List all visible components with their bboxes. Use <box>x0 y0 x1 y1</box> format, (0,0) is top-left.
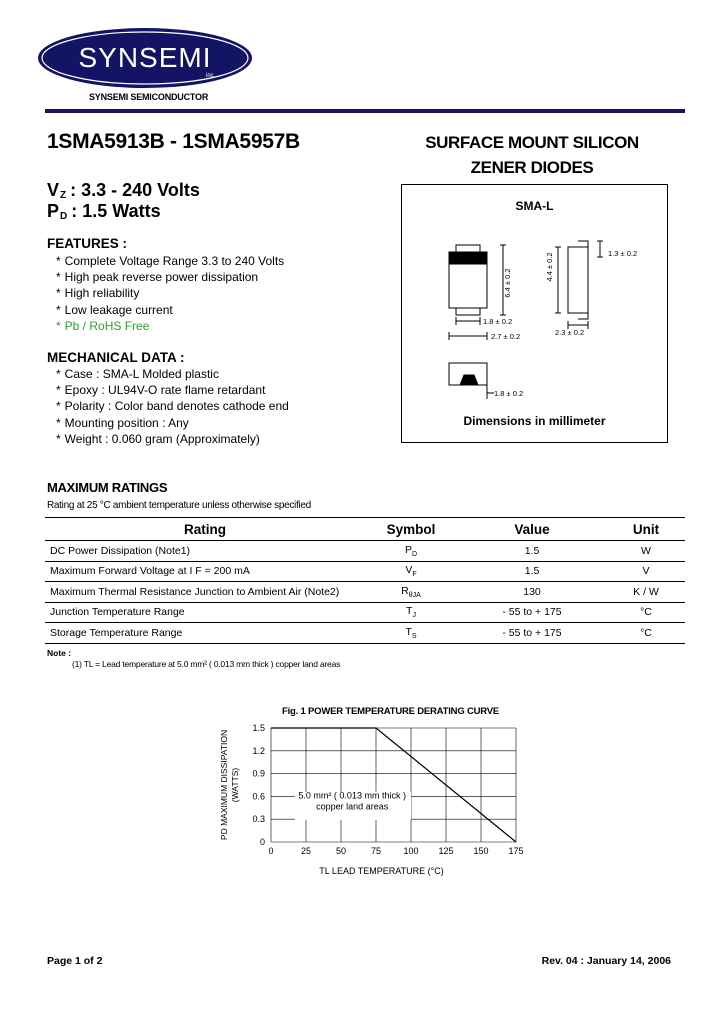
annotation-line-2: copper land areas <box>316 801 389 812</box>
x-tick-label: 175 <box>508 846 524 856</box>
mechanical-item: * Epoxy : UL94V-O rate flame retardant <box>56 383 266 398</box>
company-subtitle: SYNSEMI SEMICONDUCTOR <box>89 92 209 102</box>
page-number: Page 1 of 2 <box>47 955 103 967</box>
feature-item: * Complete Voltage Range 3.3 to 240 Volts <box>56 254 285 268</box>
spec-pd: $P_D$ : 1.5 Watts <box>47 201 161 222</box>
y-tick-label: 0.6 <box>252 791 265 802</box>
derating-chart <box>205 718 535 878</box>
y-tick-label: 0 <box>259 837 265 847</box>
x-tick-label: 100 <box>403 846 419 856</box>
title-line-1: SURFACE MOUNT SILICON <box>425 133 639 152</box>
y-tick-label: 0.9 <box>252 768 265 779</box>
features-list <box>56 253 284 334</box>
mechanical-item: * Case : SMA-L Molded plastic <box>56 367 219 381</box>
x-tick-label: 50 <box>335 846 347 856</box>
ratings-heading: MAXIMUM RATINGS <box>47 480 168 495</box>
dim-1-3: 1.3 ± 0.2 <box>608 249 638 258</box>
spec-vz: $V_Z$ : 3.3 - 240 Volts <box>47 180 200 201</box>
title-line-2: ZENER DIODES <box>470 158 594 177</box>
dim-4-4: 4.4 ± 0.2 <box>545 252 554 282</box>
x-tick-label: 75 <box>370 846 382 856</box>
mechanical-item: * Weight : 0.060 gram (Approximately) <box>56 431 260 446</box>
note-heading: Note : <box>47 648 72 658</box>
part-number: 1SMA5913B - 1SMA5957B <box>47 130 300 153</box>
feature-item: * High reliability <box>56 286 140 301</box>
revision: Rev. 04 : January 14, 2006 <box>541 955 671 967</box>
dim-2-7: 2.7 ± 0.2 <box>491 332 521 341</box>
package-outline-box <box>401 184 668 443</box>
feature-item: * High peak reverse power dissipation <box>56 270 259 285</box>
x-tick-label: 125 <box>438 846 454 856</box>
dim-1-8-a: 1.8 ± 0.2 <box>483 317 513 326</box>
mechanical-item: * Polarity : Color band denotes cathode end <box>56 399 289 414</box>
y-tick-label: 1.5 <box>252 723 265 733</box>
col-rating: Rating <box>45 518 365 541</box>
table-header-row <box>45 518 685 541</box>
dimensions-caption: Dimensions in millimeter <box>463 414 606 428</box>
y-tick-label: 0.3 <box>252 814 265 825</box>
table-row: DC Power Dissipation (Note1) $P_D$ 1.5 W <box>45 541 685 562</box>
series-line <box>271 728 516 842</box>
col-symbol: Symbol <box>365 518 457 541</box>
logo-text: SYNSEMI <box>78 42 212 73</box>
dim-1-8-b: 1.8 ± 0.2 <box>494 389 524 398</box>
y-axis-unit: (WATTS) <box>230 767 240 803</box>
logo-sub: inc <box>206 73 214 79</box>
x-tick-label: 150 <box>473 846 489 856</box>
col-unit: Unit <box>607 518 685 541</box>
package-drawing <box>402 185 669 444</box>
col-value: Value <box>457 518 607 541</box>
x-tick-label: 25 <box>300 846 312 856</box>
note-line-1: (1) TL = Lead temperature at 5.0 mm² ( 0.013 mm thick ) copper land areas <box>72 659 341 669</box>
header-rule <box>45 109 685 113</box>
ratings-table <box>45 517 685 644</box>
mechanical-heading: MECHANICAL DATA : <box>47 350 185 365</box>
mechanical-item: * Mounting position : Any <box>56 415 189 430</box>
x-tick-label: 0 <box>268 846 274 856</box>
dim-2-3: 2.3 ± 0.2 <box>555 328 585 337</box>
company-logo <box>36 26 254 90</box>
feature-item: * Low leakage current <box>56 302 173 317</box>
feature-item-rohs: * Pb / RoHS Free <box>56 318 150 333</box>
y-axis-label: PD MAXIMUM DISSIPATION <box>219 729 229 841</box>
table-row: Maximum Thermal Resistance Junction to Ambient Air (Note2) $R_{\theta JA}$ 130 K / W <box>45 582 685 603</box>
y-tick-label: 1.2 <box>252 745 265 756</box>
annotation-line-1: 5.0 mm² ( 0.013 mm thick ) <box>298 790 406 801</box>
ratings-note: Rating at 25 °C ambient temperature unless otherwise specified <box>47 500 311 511</box>
table-row: Junction Temperature Range $T_J$ - 55 to + 175 °C <box>45 602 685 623</box>
table-row: Storage Temperature Range $T_S$ - 55 to + 175 °C <box>45 623 685 644</box>
mechanical-list <box>56 366 289 447</box>
dim-6-4: 6.4 ± 0.2 <box>503 268 512 298</box>
x-axis-label: TL LEAD TEMPERATURE (°C) <box>319 866 444 876</box>
package-name: SMA-L <box>515 199 554 213</box>
figure-title: Fig. 1 POWER TEMPERATURE DERATING CURVE <box>282 706 500 717</box>
features-heading: FEATURES : <box>47 236 127 251</box>
table-row: Maximum Forward Voltage at I F = 200 mA $V_F$ 1.5 V <box>45 561 685 582</box>
